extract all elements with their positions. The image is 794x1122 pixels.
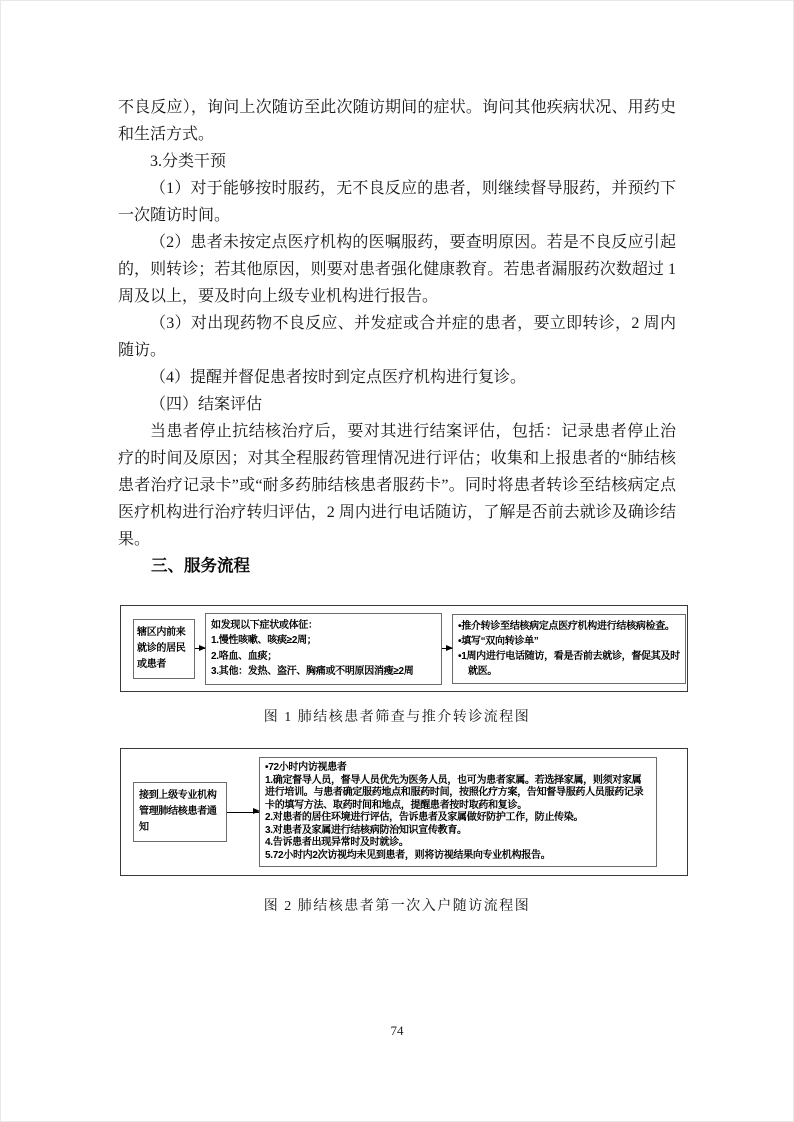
list-item: 1.确定督导人员，督导人员优先为医务人员，也可为患者家属。若选择家属，则须对家属进行培训。与患者确定服药地点和服药时间，按照化疗方案，告知督导服药人员服药记录卡的填写方法、取药时间和地点，提醒患者按时取药和复诊。 bbox=[265, 774, 644, 811]
figure-1-flowchart bbox=[120, 605, 688, 692]
fig2-notice-box: 接到上级专业机构管理肺结核患者通知 bbox=[133, 782, 227, 842]
body-paragraphs bbox=[118, 94, 676, 553]
page-number: 74 bbox=[390, 1023, 404, 1038]
list-item: 3.分类干预 bbox=[150, 153, 227, 170]
arrow-right-icon bbox=[195, 648, 205, 649]
figure-2-flowchart bbox=[120, 748, 688, 876]
fig2-visit-steps-box bbox=[259, 757, 657, 867]
list-item: 如发现以下症状或体征： bbox=[211, 619, 318, 631]
list-item: •72小时内访视患者 bbox=[265, 762, 347, 773]
figure-2-caption: 图 2 肺结核患者第一次入户随访流程图 bbox=[263, 899, 531, 914]
fig1-symptoms-box bbox=[205, 613, 442, 685]
list-item: 3.对患者及家属进行结核病防治知识宣传教育。 bbox=[265, 824, 467, 836]
arrow-right-icon bbox=[442, 648, 452, 649]
list-item: （四）结案评估 bbox=[150, 396, 263, 413]
body-flow bbox=[118, 94, 676, 580]
list-item: 3.其他：发热、盗汗、胸痛或不明原因消瘦≥2周 bbox=[211, 666, 414, 677]
figure-1-caption: 图 1 肺结核患者筛查与推介转诊流程图 bbox=[263, 710, 531, 725]
list-item: •1周内进行电话随访，看是否前去就诊，督促其及时就医。 bbox=[458, 650, 680, 677]
list-item: 不良反应），询问上次随访至此次随访期间的症状。询问其他疾病状况、用药史和生活方式。 bbox=[118, 99, 676, 143]
list-item: 4.告诉患者出现异常时及时就诊。 bbox=[265, 837, 409, 848]
fig1-source-box: 辖区内前来就诊的居民或患者 bbox=[133, 619, 195, 679]
list-item: （1）对于能够按时服药，无不良反应的患者，则继续督导服药，并预约下一次随访时间。 bbox=[118, 180, 676, 224]
list-item: （4）提醒并督促患者按时到定点医疗机构进行复诊。 bbox=[150, 369, 527, 386]
list-item: 当患者停止抗结核治疗后，要对其进行结案评估，包括：记录患者停止治疗的时间及原因；对其全程服药管理情况进行评估；收集和上报患者的“肺结核患者治疗记录卡”或“耐多药肺结核患者服药卡”。同时将患者转诊至结核病定点医疗机构进行治疗转归评估，2 周内进行电话随访，了解是否前去就诊及确诊结果。 bbox=[118, 423, 676, 548]
fig1-referral-actions-box bbox=[452, 614, 686, 684]
list-item: •推介转诊至结核病定点医疗机构进行结核病检查。 bbox=[458, 620, 675, 632]
arrow-right-icon bbox=[227, 812, 259, 813]
list-item: 2.对患者的居住环境进行评估，告诉患者及家属做好防护工作，防止传染。 bbox=[265, 812, 584, 823]
list-item: （3）对出现药物不良反应、并发症或合并症的患者，要立即转诊，2 周内随访。 bbox=[118, 315, 676, 359]
section-heading: 三、服务流程 bbox=[151, 557, 250, 575]
list-item: 1.慢性咳嗽、咳痰≥2周； bbox=[211, 635, 317, 646]
list-item: •填写“双向转诊单” bbox=[458, 635, 539, 647]
list-item: （2）患者未按定点医疗机构的医嘱服药，要查明原因。若是不良反应引起的，则转诊；若其他原因，则要对患者强化健康教育。若患者漏服药次数超过 1 周及以上，要及时向上级专业机构进行报告。 bbox=[118, 234, 676, 305]
list-item: 2.咯血、血痰； bbox=[211, 650, 277, 662]
list-item: 5.72小时内2次访视均未见到患者，则将访视结果向专业机构报告。 bbox=[265, 849, 551, 861]
